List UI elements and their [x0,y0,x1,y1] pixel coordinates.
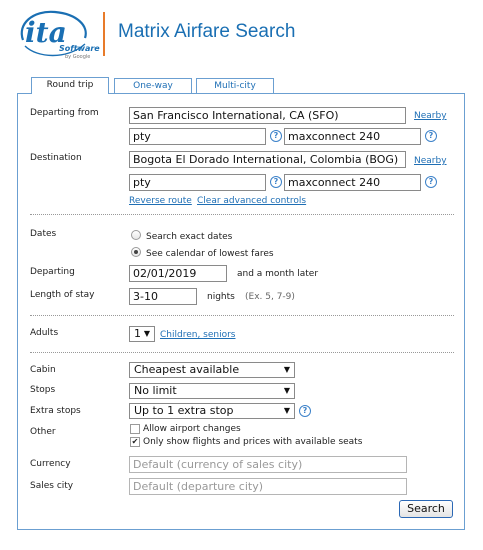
destination-label: Destination [30,153,82,163]
logo-sub-text: Software [59,44,100,53]
reverse-route-link[interactable]: Reverse route [129,196,192,206]
departing-routing-codes-input[interactable]: pty [129,128,266,145]
destination-extension-codes-input[interactable]: maxconnect 240 [284,174,421,191]
destination-routing-codes-input[interactable]: pty [129,174,266,191]
departing-date-label: Departing [30,267,75,277]
search-button[interactable]: Search [399,500,453,518]
length-of-stay-label: Length of stay [30,290,95,300]
cabin-value: Cheapest available [134,363,240,376]
section-divider [30,352,454,353]
tab-round-trip[interactable]: Round trip [31,77,109,94]
departing-date-suffix: and a month later [237,269,319,279]
tab-multi-city[interactable]: Multi-city [196,78,274,93]
departing-extension-codes-input[interactable]: maxconnect 240 [284,128,421,145]
stops-select[interactable] [129,383,295,399]
calendar-lowest-fares-label: See calendar of lowest fares [146,249,274,259]
app-title: Matrix Airfare Search [118,21,296,42]
help-icon[interactable]: ? [299,405,311,417]
currency-input[interactable]: Default (currency of sales city) [129,456,407,473]
extra-stops-value: Up to 1 extra stop [134,404,234,417]
length-of-stay-hint: (Ex. 5, 7-9) [245,292,295,302]
clear-advanced-controls-link[interactable]: Clear advanced controls [197,196,307,206]
section-divider [30,214,454,215]
destination-nearby-link[interactable]: Nearby [414,156,447,166]
adults-value: 1 [134,327,141,340]
departing-date-input[interactable]: 02/01/2019 [129,265,227,282]
chevron-down-icon: ▼ [283,406,290,415]
sales-city-input[interactable]: Default (departure city) [129,478,407,495]
length-of-stay-input[interactable]: 3-10 [129,288,197,305]
dates-label: Dates [30,229,57,239]
radio-calendar-lowest-fares[interactable] [131,247,141,257]
chevron-down-icon: ▼ [283,365,290,374]
extra-stops-label: Extra stops [30,406,81,416]
departing-from-input[interactable]: San Francisco International, CA (SFO) [129,107,406,124]
children-seniors-link[interactable]: Children, seniors [160,330,236,340]
cabin-label: Cabin [30,365,56,375]
logo-byline-text: by Google [65,54,91,60]
adults-label: Adults [30,328,59,338]
departing-nearby-link[interactable]: Nearby [414,111,447,121]
help-icon[interactable]: ? [270,176,282,188]
header-divider [103,12,105,56]
adults-select[interactable] [129,326,155,342]
help-icon[interactable]: ? [425,130,437,142]
search-exact-dates-label: Search exact dates [146,232,233,242]
help-icon[interactable]: ? [425,176,437,188]
radio-search-exact-dates[interactable] [131,230,141,240]
allow-airport-changes-label: Allow airport changes [143,424,241,434]
destination-input[interactable]: Bogota El Dorado International, Colombia (BOG) [129,151,406,168]
help-icon[interactable]: ? [270,130,282,142]
chevron-down-icon: ▼ [143,329,150,338]
nights-unit-label: nights [207,292,235,302]
currency-label: Currency [30,459,71,469]
ita-software-logo [15,6,100,62]
chevron-down-icon: ▼ [283,386,290,395]
stops-label: Stops [30,385,56,395]
logo-main-text: ita [25,16,67,49]
cabin-select[interactable] [129,362,295,378]
other-label: Other [30,427,56,437]
allow-airport-changes-checkbox[interactable] [130,424,140,434]
only-available-seats-label: Only show flights and prices with available seats [143,437,363,447]
section-divider [30,315,454,316]
stops-value: No limit [134,384,177,397]
only-available-seats-checkbox[interactable]: ✔ [131,437,139,446]
sales-city-label: Sales city [30,481,74,491]
extra-stops-select[interactable] [129,403,295,419]
departing-from-label: Departing from [30,108,99,118]
tab-one-way[interactable]: One-way [114,78,192,93]
